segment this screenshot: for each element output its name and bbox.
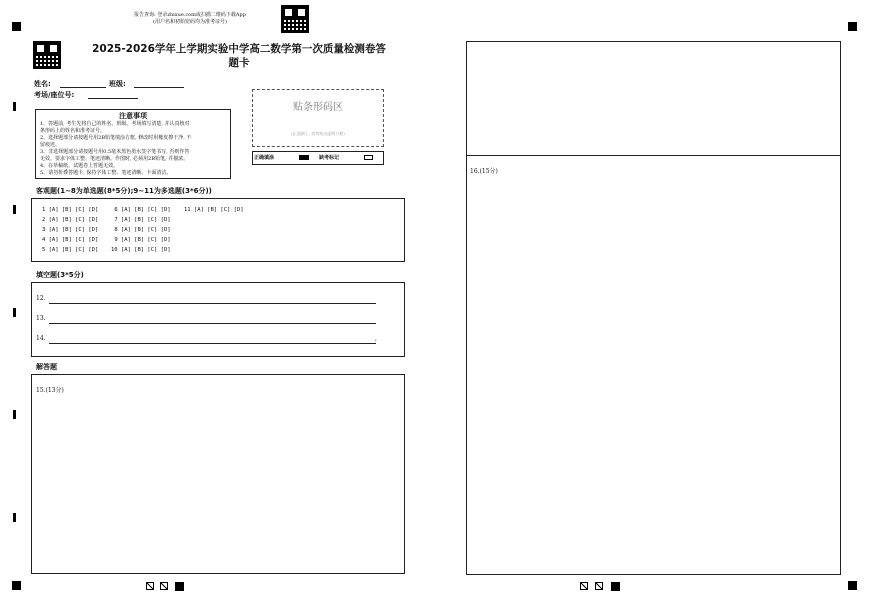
instruction-line: 条形码上的姓名和准考证号。 bbox=[40, 128, 106, 134]
report-notice-line2: (用户名和初始密码均为准考证号) bbox=[153, 19, 227, 25]
q12-answer-line[interactable] bbox=[49, 303, 376, 304]
corner-mark-top-right bbox=[848, 22, 857, 31]
student-qr-code bbox=[33, 41, 61, 69]
page-mark-fill bbox=[611, 582, 620, 591]
page-mark-box bbox=[160, 582, 168, 590]
correct-fill-label: 正确填涂 bbox=[254, 155, 275, 161]
room-seat-label: 考场/座位号: bbox=[34, 91, 75, 99]
q15-continuation-divider bbox=[466, 155, 841, 156]
corner-mark-bottom-left bbox=[12, 581, 21, 590]
fill-blank-box bbox=[31, 282, 405, 357]
q13-label: 13. bbox=[36, 315, 46, 322]
choice-row-q1[interactable]: 1 [A] [B] [C] [D] bbox=[42, 207, 99, 213]
room-seat-field[interactable] bbox=[88, 98, 138, 99]
choice-row-q6[interactable]: 6 [A] [B] [C] [D] bbox=[114, 207, 171, 213]
corner-mark-bottom-right bbox=[848, 581, 857, 590]
barcode-area bbox=[252, 89, 384, 147]
objective-column-2 bbox=[111, 205, 171, 255]
report-notice-line1: 报告查询: 登录zhixue.com或扫描二维码下载App bbox=[134, 12, 246, 18]
q12-label: 12. bbox=[36, 295, 46, 302]
objective-section-label: 客观题(1~8为单选题(8*5分);9~11为多选题(3*6分)) bbox=[36, 187, 212, 195]
instruction-line: 3、非选择题部分请按题号用0.5毫米黑色墨水签字笔书写, 否则作答 bbox=[40, 149, 190, 155]
choice-row-q10[interactable]: 10 [A] [B] [C] [D] bbox=[111, 247, 171, 253]
timing-mark bbox=[13, 102, 16, 111]
class-label: 班级: bbox=[109, 80, 126, 88]
right-page-answer-box[interactable] bbox=[466, 41, 841, 575]
page-title-continued: 题卡 bbox=[228, 57, 250, 69]
absent-mark-label: 缺考标记 bbox=[319, 155, 340, 161]
instruction-line: 留痕迹。 bbox=[40, 142, 61, 148]
choice-row-q4[interactable]: 4 [A] [B] [C] [D] bbox=[42, 237, 99, 243]
timing-mark bbox=[13, 513, 16, 522]
choice-row-q9[interactable]: 9 [A] [B] [C] [D] bbox=[114, 237, 171, 243]
q14-trailing-mark: , bbox=[375, 335, 377, 342]
name-field[interactable] bbox=[60, 87, 106, 88]
timing-mark bbox=[13, 308, 16, 317]
choice-row-q8[interactable]: 8 [A] [B] [C] [D] bbox=[114, 227, 171, 233]
header-qr-code bbox=[281, 5, 309, 33]
instructions-title: 注意事项 bbox=[119, 112, 147, 120]
page-title: 2025-2026学年上学期实验中学高二数学第一次质量检测卷答 bbox=[92, 43, 386, 55]
choice-row-q5[interactable]: 5 [A] [B] [C] [D] bbox=[42, 247, 99, 253]
page-mark-fill bbox=[175, 582, 184, 591]
choice-row-q2[interactable]: 2 [A] [B] [C] [D] bbox=[42, 217, 99, 223]
instruction-line: 4、在草稿纸、试题卷上答题无效。 bbox=[40, 163, 119, 169]
page-mark-box bbox=[595, 582, 603, 590]
instructions-box bbox=[35, 109, 231, 179]
choice-row-q7[interactable]: 7 [A] [B] [C] [D] bbox=[114, 217, 171, 223]
answer-section-label: 解答题 bbox=[36, 363, 57, 371]
choice-row-q3[interactable]: 3 [A] [B] [C] [D] bbox=[42, 227, 99, 233]
q14-label: 14. bbox=[36, 335, 46, 342]
page-mark-box bbox=[580, 582, 588, 590]
q15-label: 15.(13分) bbox=[36, 387, 64, 394]
q16-label: 16.(15分) bbox=[470, 168, 498, 175]
timing-mark bbox=[13, 205, 16, 214]
fill-blank-section-label: 填空题(3*5分) bbox=[36, 271, 84, 279]
instruction-line: 无效。要求字体工整、笔迹清晰。作图时, 必须用2B铅笔, 并描浓。 bbox=[40, 156, 189, 162]
objective-column-3 bbox=[184, 205, 244, 215]
instruction-line: 2、选择题部分请按题号用2B铅笔填涂方框, 修改时用橡皮擦干净, 不 bbox=[40, 135, 192, 141]
instruction-line: 5、请勿折叠答题卡, 保持字体工整、笔迹清晰、卡面清洁。 bbox=[40, 170, 172, 176]
q14-answer-line[interactable] bbox=[49, 343, 376, 344]
name-label: 姓名: bbox=[34, 80, 51, 88]
absent-mark-box[interactable] bbox=[364, 155, 373, 160]
choice-row-q11[interactable]: 11 [A] [B] [C] [D] bbox=[184, 207, 244, 213]
timing-mark bbox=[13, 410, 16, 419]
page-mark-box bbox=[146, 582, 154, 590]
q15-answer-box[interactable] bbox=[31, 374, 405, 574]
class-field[interactable] bbox=[134, 87, 184, 88]
barcode-title: 贴条形码区 bbox=[293, 102, 343, 113]
corner-mark-top-left bbox=[12, 22, 21, 31]
q13-answer-line[interactable] bbox=[49, 323, 376, 324]
correct-fill-sample bbox=[299, 155, 309, 160]
objective-column-1 bbox=[42, 205, 98, 255]
instruction-line: 1、答题前, 考生先将自己的姓名、班级、考场填写清楚, 并认真核对 bbox=[40, 121, 190, 127]
barcode-subtitle: (正面朝上, 切勿贴出虚线方框) bbox=[291, 131, 345, 136]
